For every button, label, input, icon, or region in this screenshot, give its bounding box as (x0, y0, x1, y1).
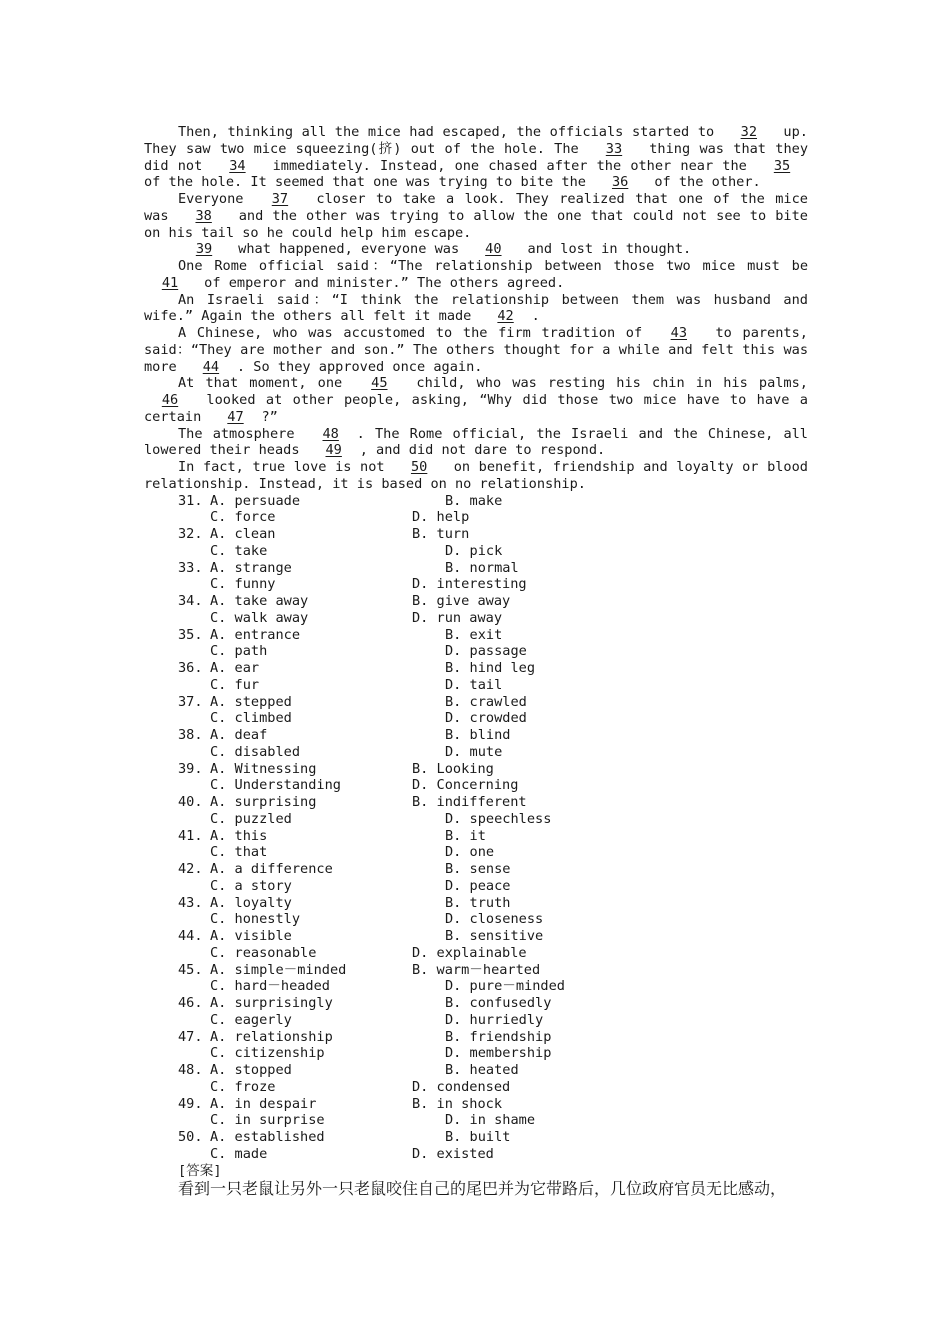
passage-text: closer to take a look. They realized that one of the mice was (144, 191, 808, 224)
option-b: B. built (445, 1129, 511, 1145)
option-a: A. persuade (210, 492, 301, 509)
question-list (144, 493, 808, 1163)
passage-text: . (531, 308, 540, 325)
option-d: D. pick (445, 542, 503, 559)
option-a: A. simple－minded (210, 961, 347, 978)
blank-number: 34 (229, 157, 246, 174)
passage-paragraph (144, 241, 808, 258)
option-a: A. a difference (210, 861, 333, 877)
passage-text: Then, thinking all the mice had escaped, the officials started to (178, 124, 723, 140)
option-a: A. stopped (210, 1062, 292, 1078)
blank-number: 32 (740, 124, 758, 140)
passage-text: . So they approved once again. (236, 358, 483, 375)
option-c: C. fur (210, 676, 260, 693)
option-c: C. disabled (210, 743, 301, 760)
blank-number: 36 (611, 174, 629, 191)
option-d: D. help (412, 509, 470, 526)
question-number: 50. (178, 1129, 203, 1145)
option-c: C. puzzled (210, 810, 292, 827)
option-d: D. run away (412, 609, 503, 626)
option-c: C. walk away (210, 609, 309, 626)
question-item (144, 1062, 808, 1096)
option-b: B. exit (445, 626, 503, 643)
option-b: B. normal (445, 559, 519, 576)
blank-number: 43 (670, 325, 688, 341)
passage-text: , and did not dare to respond. (359, 442, 606, 459)
option-d: D. speechless (445, 810, 552, 827)
passage-paragraph (144, 325, 808, 375)
option-b: B. crawled (445, 693, 527, 710)
option-a: A. surprisingly (210, 995, 333, 1011)
question-item (144, 526, 808, 560)
blank-number: 42 (497, 308, 514, 325)
question-number: 31. (178, 492, 203, 509)
blank-number: 45 (371, 375, 388, 392)
blank-number: 47 (227, 408, 244, 425)
option-b: B. blind (445, 727, 511, 743)
option-b: B. make (445, 492, 503, 509)
option-d: D. closeness (445, 911, 544, 928)
question-number: 36. (178, 660, 203, 676)
question-item (144, 895, 808, 929)
question-number: 37. (178, 693, 203, 710)
option-b: B. confusedly (445, 995, 552, 1011)
option-b: B. friendship (445, 1028, 552, 1045)
blank-number: 46 (161, 392, 179, 408)
option-a: A. take away (210, 593, 309, 609)
option-c: C. climbed (210, 710, 292, 727)
option-b: B. heated (445, 1062, 519, 1078)
passage-paragraph (144, 459, 808, 493)
question-number: 32. (178, 526, 203, 542)
question-number: 33. (178, 559, 203, 576)
option-d: D. existed (412, 1145, 494, 1162)
answer-label: [答案] (178, 1162, 222, 1179)
blank-number: 41 (161, 274, 179, 291)
question-item (144, 928, 808, 962)
question-item (144, 1096, 808, 1130)
passage-text: immediately. Instead, one chased after the other near the (263, 157, 756, 174)
option-b: B. in shock (412, 1095, 503, 1112)
passage-paragraph (144, 292, 808, 326)
option-a: A. visible (210, 928, 292, 944)
question-item (144, 794, 808, 828)
option-a: A. loyalty (210, 894, 292, 911)
option-d: D. in shame (445, 1112, 536, 1129)
passage-text: In fact, true love is not (178, 459, 394, 475)
passage-paragraph (144, 191, 808, 241)
passage-paragraph (144, 426, 808, 460)
question-item (144, 627, 808, 661)
option-a: A. entrance (210, 626, 301, 643)
option-d: D. hurriedly (445, 1011, 544, 1028)
option-a: A. in despair (210, 1095, 317, 1112)
option-b: B. sensitive (445, 928, 544, 944)
option-d: D. condensed (412, 1078, 511, 1095)
question-item (144, 727, 808, 761)
passage-text: and lost in thought. (519, 241, 692, 258)
answer-text: 看到一只老鼠让另外一只老鼠咬住自己的尾巴并为它带路后，几位政府官员无比感动， (178, 1179, 787, 1199)
option-d: D. mute (445, 743, 503, 760)
option-b: B. Looking (412, 760, 494, 777)
option-b: B. indifferent (412, 794, 527, 810)
passage-text: ?” (261, 408, 278, 425)
passage-text: Everyone (178, 191, 254, 207)
blank-number: 35 (773, 157, 791, 174)
question-item (144, 660, 808, 694)
question-item (144, 995, 808, 1029)
passage-paragraph (144, 258, 808, 292)
option-b: B. it (445, 827, 486, 844)
option-a: A. stepped (210, 693, 292, 710)
question-item (144, 493, 808, 527)
option-b: B. warm－hearted (412, 961, 541, 978)
question-item (144, 1129, 808, 1163)
passage-paragraph (144, 124, 808, 191)
question-number: 38. (178, 727, 203, 743)
question-item (144, 1029, 808, 1063)
option-c: C. citizenship (210, 1045, 325, 1062)
option-a: A. clean (210, 526, 276, 542)
option-a: A. Witnessing (210, 760, 317, 777)
blank-number: 50 (410, 459, 428, 475)
question-number: 44. (178, 928, 203, 944)
question-number: 41. (178, 827, 203, 844)
question-number: 42. (178, 861, 203, 877)
question-number: 48. (178, 1062, 203, 1078)
question-number: 47. (178, 1028, 203, 1045)
question-item (144, 962, 808, 996)
question-number: 40. (178, 794, 203, 810)
option-c: C. in surprise (210, 1112, 325, 1129)
passage-text: One Rome official said：“The relationship between those two mice must be (178, 258, 808, 274)
document-page (144, 124, 808, 1199)
option-c: C. hard－headed (210, 978, 330, 995)
question-number: 46. (178, 995, 203, 1011)
passage-text: of emperor and minister.” The others agreed. (196, 274, 565, 291)
passage-text: on benefit, friendship and loyalty or blood relationship. Instead, it is based on no relationship. (144, 459, 808, 492)
option-c: C. eagerly (210, 1011, 292, 1028)
question-item (144, 828, 808, 862)
question-number: 45. (178, 961, 203, 978)
question-number: 43. (178, 894, 203, 911)
blank-number: 40 (485, 241, 502, 258)
blank-number: 49 (325, 442, 342, 459)
option-b: B. turn (412, 526, 470, 542)
passage-text: An Israeli said：“I think the relationship between them was husband and wife.” Again the others all felt it made (144, 291, 808, 325)
option-d: D. passage (445, 643, 527, 660)
option-d: D. pure－minded (445, 978, 565, 995)
passage-text: what happened, everyone was (230, 241, 468, 258)
passage-text: A Chinese, who was accustomed to the firm tradition of (178, 325, 653, 341)
option-c: C. path (210, 643, 268, 660)
passage-text: of the hole. It seemed that one was trying to bite the (144, 174, 595, 191)
option-a: A. ear (210, 660, 260, 676)
question-number: 34. (178, 593, 203, 609)
option-d: D. interesting (412, 576, 527, 593)
passage-text: to parents, said：“They are mother and son.” The others thought for a while and felt this was more (144, 325, 808, 375)
passage-text: up. They saw two mice squeezing(挤) out of the hole. The (144, 124, 808, 157)
option-c: C. take (210, 542, 268, 559)
option-b: B. hind leg (445, 660, 536, 676)
option-c: C. a story (210, 877, 292, 894)
passage-text: The atmosphere (178, 425, 305, 442)
blank-number: 38 (195, 207, 212, 224)
passage-text: looked at other people, asking, “Why did those two mice have to have a certain (144, 392, 808, 425)
passage-text: thing was that they did not (144, 140, 808, 174)
option-c: C. that (210, 844, 268, 861)
option-c: C. force (210, 509, 276, 526)
question-item (144, 861, 808, 895)
option-c: C. funny (210, 576, 276, 593)
option-a: A. strange (210, 559, 292, 576)
option-c: C. made (210, 1145, 268, 1162)
option-c: C. reasonable (210, 944, 317, 961)
passage-text: child, who was resting his chin in his palms, (405, 375, 808, 392)
option-d: D. explainable (412, 944, 527, 961)
passage-text: and the other was trying to allow the one that could not see to bite on his tail so he could help him escape. (144, 207, 808, 241)
passage-text: of the other. (646, 174, 761, 191)
passage-text: . The Rome official, the Israeli and the Chinese, all lowered their heads (144, 425, 808, 459)
option-d: D. peace (445, 877, 511, 894)
question-item (144, 694, 808, 728)
blank-number: 33 (605, 140, 623, 157)
option-c: C. Understanding (210, 777, 341, 794)
option-c: C. honestly (210, 911, 301, 928)
option-a: A. deaf (210, 727, 268, 743)
question-number: 35. (178, 626, 203, 643)
question-number: 39. (178, 760, 203, 777)
question-item (144, 593, 808, 627)
option-d: D. membership (445, 1045, 552, 1062)
option-b: B. truth (445, 894, 511, 911)
passage (144, 124, 808, 493)
option-b: B. give away (412, 593, 511, 609)
question-item (144, 761, 808, 795)
blank-number: 44 (202, 358, 220, 375)
blank-number: 37 (271, 191, 289, 207)
question-item (144, 560, 808, 594)
option-b: B. sense (445, 861, 511, 877)
option-d: D. tail (445, 676, 503, 693)
option-c: C. froze (210, 1078, 276, 1095)
blank-number: 48 (322, 425, 339, 442)
option-d: D. crowded (445, 710, 527, 727)
blank-number: 39 (195, 241, 213, 258)
question-number: 49. (178, 1095, 203, 1112)
option-d: D. one (445, 844, 495, 861)
option-a: A. surprising (210, 794, 317, 810)
option-a: A. relationship (210, 1028, 333, 1045)
passage-paragraph (144, 375, 808, 425)
option-a: A. this (210, 827, 268, 844)
option-a: A. established (210, 1129, 325, 1145)
passage-text: At that moment, one (178, 375, 354, 392)
option-d: D. Concerning (412, 777, 519, 794)
